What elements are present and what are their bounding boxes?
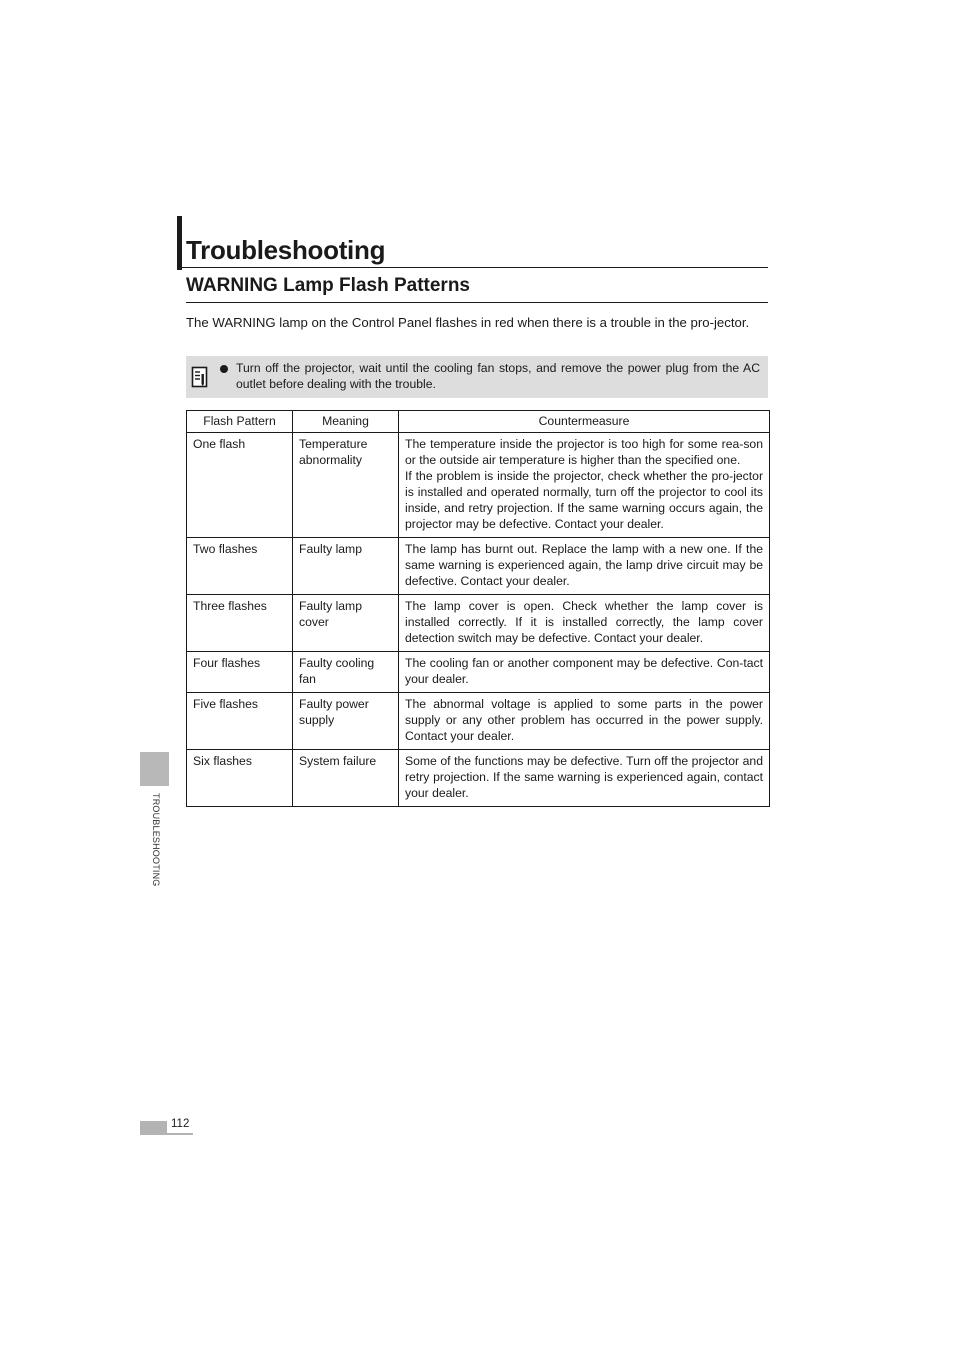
cell-meaning: Faulty lamp <box>293 538 399 595</box>
cell-countermeasure: The lamp has burnt out. Replace the lamp with a new one. If the same warning is experienced again, the lamp drive circuit may be defective. Contact your dealer. <box>399 538 770 595</box>
cell-flash-pattern: Four flashes <box>187 652 293 693</box>
bullet-icon <box>220 365 228 373</box>
page-title: Troubleshooting <box>186 235 386 265</box>
cell-meaning: Temperature abnormality <box>293 433 399 538</box>
table-row <box>187 750 770 807</box>
section-title: WARNING Lamp Flash Patterns <box>186 275 470 296</box>
section-rule <box>186 302 768 303</box>
cell-countermeasure: The cooling fan or another component may be defective. Con-tact your dealer. <box>399 652 770 693</box>
cell-meaning: Faulty cooling fan <box>293 652 399 693</box>
note-box <box>186 356 768 398</box>
note-icon <box>191 366 209 388</box>
cell-meaning: Faulty power supply <box>293 693 399 750</box>
chapter-tab <box>140 752 169 786</box>
cell-countermeasure: The abnormal voltage is applied to some parts in the power supply or any other problem has occurred in the power supply. Contact your dealer. <box>399 693 770 750</box>
cell-countermeasure: The temperature inside the projector is too high for some rea-son or the outside air temperature is higher than the specified one. If the problem is inside the projector, check whether the pro-jector is installed and operated normally, turn off the projector to cool its inside, and retry projection. If the same warning occurs again, the projector may be defective. Contact your dealer. <box>399 433 770 538</box>
page-number-underline <box>140 1133 193 1135</box>
cell-flash-pattern: Six flashes <box>187 750 293 807</box>
cell-flash-pattern: One flash <box>187 433 293 538</box>
cell-countermeasure: The lamp cover is open. Check whether the lamp cover is installed correctly. If it is installed correctly, the lamp cover detection switch may be defective. Contact your dealer. <box>399 595 770 652</box>
title-accent-bar <box>177 216 182 270</box>
column-header-countermeasure: Countermeasure <box>399 411 770 433</box>
table-row <box>187 652 770 693</box>
page-number: 112 <box>171 1118 190 1130</box>
cell-flash-pattern: Two flashes <box>187 538 293 595</box>
cell-meaning: Faulty lamp cover <box>293 595 399 652</box>
flash-pattern-table <box>186 410 770 807</box>
column-header-flash-pattern: Flash Pattern <box>187 411 293 433</box>
intro-paragraph: The WARNING lamp on the Control Panel flashes in red when there is a trouble in the pro-jector. <box>186 315 750 330</box>
table-header-row <box>187 411 770 433</box>
chapter-label: TROUBLESHOOTING <box>151 793 161 887</box>
cell-countermeasure: Some of the functions may be defective. Turn off the projector and retry projection. If the same warning is experienced again, contact your dealer. <box>399 750 770 807</box>
note-text: Turn off the projector, wait until the cooling fan stops, and remove the power plug from the AC outlet before dealing with the trouble. <box>236 361 760 391</box>
title-rule <box>182 267 768 268</box>
cell-meaning: System failure <box>293 750 399 807</box>
table-row <box>187 595 770 652</box>
table-row <box>187 433 770 538</box>
cell-flash-pattern: Five flashes <box>187 693 293 750</box>
table-row <box>187 693 770 750</box>
column-header-meaning: Meaning <box>293 411 399 433</box>
cell-flash-pattern: Three flashes <box>187 595 293 652</box>
table-row <box>187 538 770 595</box>
